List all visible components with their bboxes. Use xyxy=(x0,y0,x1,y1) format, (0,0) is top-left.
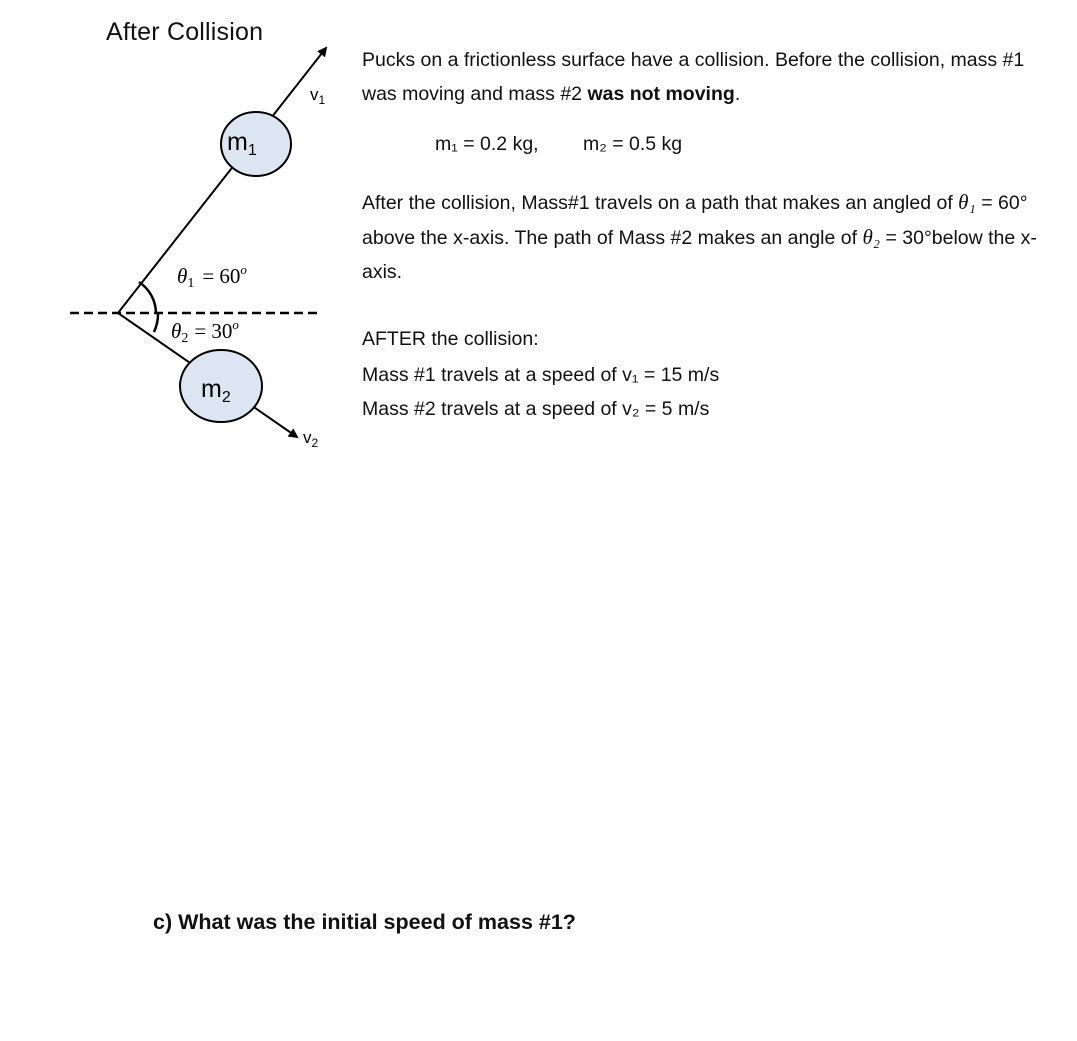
collision-diagram xyxy=(0,0,360,470)
after-collision-description xyxy=(362,185,1052,289)
diagram-title: After Collision xyxy=(106,18,264,46)
puck-m1-label: m xyxy=(227,128,248,156)
mass2-speed: Mass #2 travels at a speed of v₂ = 5 m/s xyxy=(362,398,710,420)
v2-subscript: 2 xyxy=(311,436,319,450)
problem-intro xyxy=(362,43,1052,111)
theta2-symbol: θ xyxy=(171,319,182,343)
after-text-2: = 60° above the x-axis. The path of Mass #2 makes an angle of xyxy=(362,192,1028,249)
theta2-arc xyxy=(154,313,158,332)
svg-text:θ1= 60o xyxy=(177,262,247,291)
puck-m1-subscript: 1 xyxy=(247,142,257,159)
v1-subscript: 1 xyxy=(318,93,326,107)
puck-m2-label: m xyxy=(201,375,222,403)
theta1-degree: o xyxy=(240,262,247,277)
mass1-value: m₁ = 0.2 kg, xyxy=(435,133,539,155)
puck-m2-subscript: 2 xyxy=(221,389,231,406)
question-c: c) What was the initial speed of mass #1? xyxy=(153,910,576,934)
mass2-value: m₂ = 0.5 kg xyxy=(583,133,683,155)
v1-label: v xyxy=(310,85,319,104)
svg-text:v1 xyxy=(310,85,326,107)
theta1-inline: θ₁ xyxy=(958,190,976,214)
theta1-arc xyxy=(139,282,156,313)
theta2-inline: θ₂ xyxy=(862,225,881,249)
theta1-value: = 60 xyxy=(202,264,241,288)
v2-label: v xyxy=(303,428,312,447)
after-collision-heading: AFTER the collision: xyxy=(362,328,539,350)
theta1-subscript: 1 xyxy=(187,276,195,291)
theta2-degree: o xyxy=(232,317,239,332)
intro-bold-text: was not moving xyxy=(587,83,735,105)
theta1-symbol: θ xyxy=(177,264,188,288)
after-text-3: = 30°below the x-axis. xyxy=(362,227,1037,283)
after-text-1: After the collision, Mass#1 travels on a path that makes an angled of xyxy=(362,192,959,214)
theta2-subscript: 2 xyxy=(181,331,189,346)
mass1-speed: Mass #1 travels at a speed of v₁ = 15 m/s xyxy=(362,364,720,386)
theta2-value: = 30 xyxy=(194,319,233,343)
intro-period: . xyxy=(734,83,741,105)
svg-text:v2 xyxy=(303,428,319,450)
svg-text:θ2= 30o xyxy=(171,317,239,346)
intro-text: Pucks on a frictionless surface have a collision. Before the collision, mass #1 was moving and mass #2 xyxy=(362,49,1025,105)
